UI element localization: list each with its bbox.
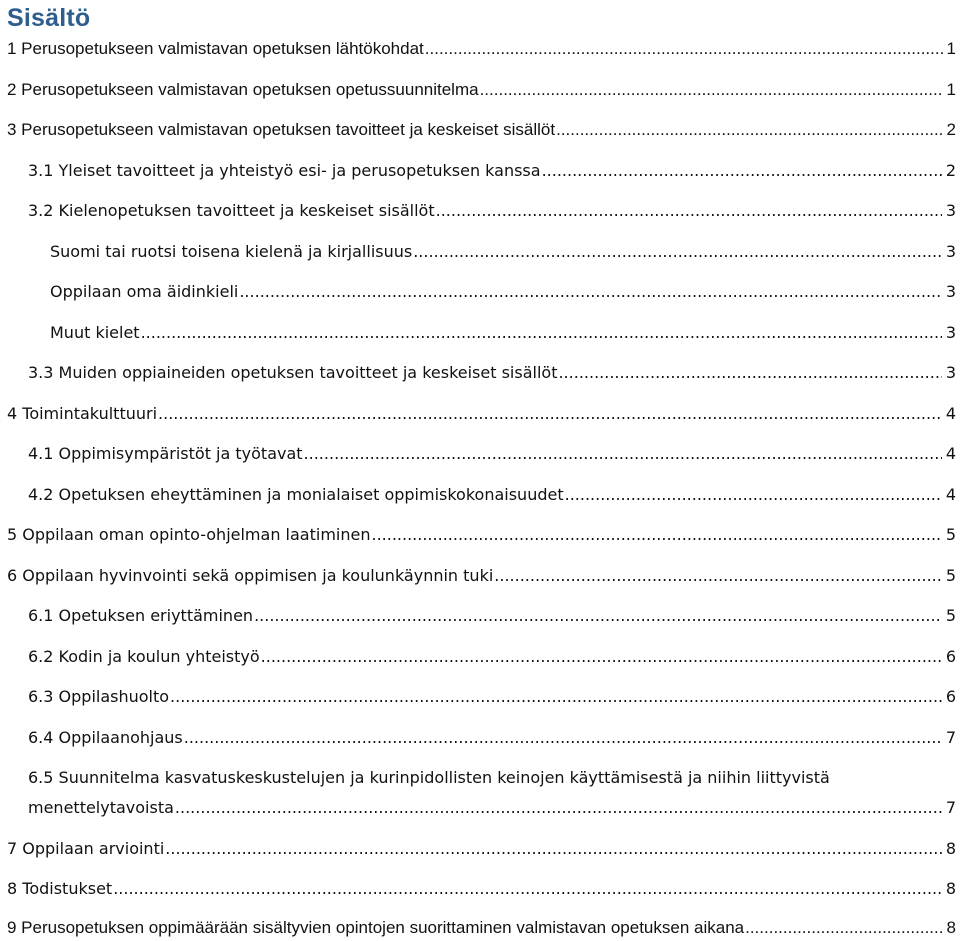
toc-entry[interactable]	[7, 917, 956, 939]
toc-entry[interactable]	[7, 878, 956, 900]
toc-entry[interactable]	[7, 119, 956, 141]
dot-leader	[413, 241, 942, 263]
dot-leader	[184, 727, 942, 749]
toc-entry-text-continuation: menettelytavoista	[28, 798, 174, 817]
toc-entry-page: 1	[946, 39, 956, 58]
dot-leader	[371, 524, 941, 546]
toc-entry-text: 2 Perusopetukseen valmistavan opetuksen opetussuunnitelma	[7, 80, 479, 99]
dot-leader	[170, 686, 942, 708]
toc-entry-page: 7	[945, 728, 956, 747]
dot-leader	[158, 403, 942, 425]
toc-entry-text: 3 Perusopetukseen valmistavan opetuksen tavoitteet ja keskeiset sisällöt	[7, 120, 556, 139]
toc-entry-page: 3	[945, 323, 956, 342]
dot-leader	[558, 362, 941, 384]
dot-leader	[565, 484, 942, 506]
toc-entry-page: 3	[945, 363, 956, 382]
toc-entry-page: 3	[945, 242, 956, 261]
toc-entry-page: 5	[945, 606, 956, 625]
dot-leader	[480, 79, 943, 101]
dot-leader	[425, 38, 943, 60]
toc-entry[interactable]	[28, 484, 956, 506]
toc-entry-page: 3	[945, 282, 956, 301]
toc-entry-text[interactable]: 6.5 Suunnitelma kasvatuskeskustelujen ja kurinpidollisten keinojen käyttämisestä ja niihin liittyvistä	[28, 768, 830, 787]
toc-entry[interactable]	[7, 524, 956, 546]
dot-leader	[261, 646, 942, 668]
toc-entry[interactable]	[28, 443, 956, 465]
toc-entry-text: 4.1 Oppimisympäristöt ja työtavat	[28, 444, 303, 463]
dot-leader	[175, 797, 942, 819]
dot-leader	[113, 878, 942, 900]
toc-entry-text: 6.2 Kodin ja koulun yhteistyö	[28, 647, 260, 666]
dot-leader	[239, 281, 941, 303]
toc-entry-page: 4	[945, 404, 956, 423]
toc-entry-text: 6.4 Oppilaanohjaus	[28, 728, 183, 747]
toc-entry-text: 6 Oppilaan hyvinvointi sekä oppimisen ja koulunkäynnin tuki	[7, 566, 494, 585]
toc-entry-text: 6.3 Oppilashuolto	[28, 687, 170, 706]
dot-leader	[745, 917, 942, 939]
toc-entry-page: 8	[945, 839, 956, 858]
toc-entry-page: 7	[945, 798, 956, 817]
toc-entry-text: Suomi tai ruotsi toisena kielenä ja kirjallisuus	[50, 242, 413, 261]
toc-entry[interactable]	[28, 605, 956, 627]
toc-entry-text: 3.2 Kielenopetuksen tavoitteet ja keskeiset sisällöt	[28, 201, 435, 220]
toc-entry-text: 6.1 Opetuksen eriyttäminen	[28, 606, 254, 625]
toc-entry[interactable]	[7, 403, 956, 425]
toc-entry-page: 2	[945, 161, 956, 180]
toc-entry-text: 9 Perusopetuksen oppimäärään sisältyvien opintojen suorittaminen valmistavan opetuksen aikana	[7, 918, 745, 937]
toc-entry-page: 1	[946, 80, 956, 99]
dot-leader	[165, 838, 942, 860]
dot-leader	[304, 443, 942, 465]
toc-entry[interactable]	[50, 322, 956, 344]
toc-entry-text: 8 Todistukset	[7, 879, 113, 898]
toc-entry-page: 6	[945, 687, 956, 706]
toc-entry-text: 3.3 Muiden oppiaineiden opetuksen tavoitteet ja keskeiset sisällöt	[28, 363, 558, 382]
dot-leader	[254, 605, 942, 627]
toc-entry-page: 8	[945, 879, 956, 898]
toc-entry-text: 1 Perusopetukseen valmistavan opetuksen lähtökohdat	[7, 39, 424, 58]
toc-entry[interactable]	[7, 38, 956, 60]
toc-entry-page: 3	[945, 201, 956, 220]
toc-entry-page: 5	[945, 566, 956, 585]
toc-title: Sisältö	[7, 4, 91, 32]
dot-leader	[542, 160, 942, 182]
dot-leader	[494, 565, 942, 587]
toc-entry-page: 4	[945, 485, 956, 504]
toc-entry-page: 8	[946, 918, 956, 937]
toc-entry[interactable]	[7, 838, 956, 860]
toc-entry-text: 7 Oppilaan arviointi	[7, 839, 165, 858]
toc-entry[interactable]	[28, 362, 956, 384]
toc-entry[interactable]	[28, 646, 956, 668]
toc-entry[interactable]	[28, 160, 956, 182]
toc-entry-text: 4.2 Opetuksen eheyttäminen ja monialaiset oppimiskokonaisuudet	[28, 485, 564, 504]
toc-entry-page: 4	[945, 444, 956, 463]
toc-entry[interactable]	[7, 79, 956, 101]
toc-entry-text: 3.1 Yleiset tavoitteet ja yhteistyö esi- ja perusopetuksen kanssa	[28, 161, 541, 180]
toc-entry[interactable]	[50, 281, 956, 303]
toc-entry-text: 4 Toimintakulttuuri	[7, 404, 158, 423]
dot-leader	[436, 200, 942, 222]
toc-entry-text: Muut kielet	[50, 323, 140, 342]
toc-entry-page: 2	[946, 120, 956, 139]
toc-entry-page: 5	[945, 525, 956, 544]
toc-entry[interactable]	[50, 241, 956, 263]
toc-entry-text: Oppilaan oma äidinkieli	[50, 282, 239, 301]
toc-entry-text: 5 Oppilaan oman opinto-ohjelman laatiminen	[7, 525, 371, 544]
toc-entry[interactable]	[7, 565, 956, 587]
toc-entry[interactable]	[28, 686, 956, 708]
dot-leader	[556, 119, 942, 141]
toc-entry[interactable]	[28, 727, 956, 749]
toc-entry[interactable]	[28, 797, 956, 819]
dot-leader	[141, 322, 942, 344]
toc-entry-page: 6	[945, 647, 956, 666]
toc-entry[interactable]	[28, 200, 956, 222]
